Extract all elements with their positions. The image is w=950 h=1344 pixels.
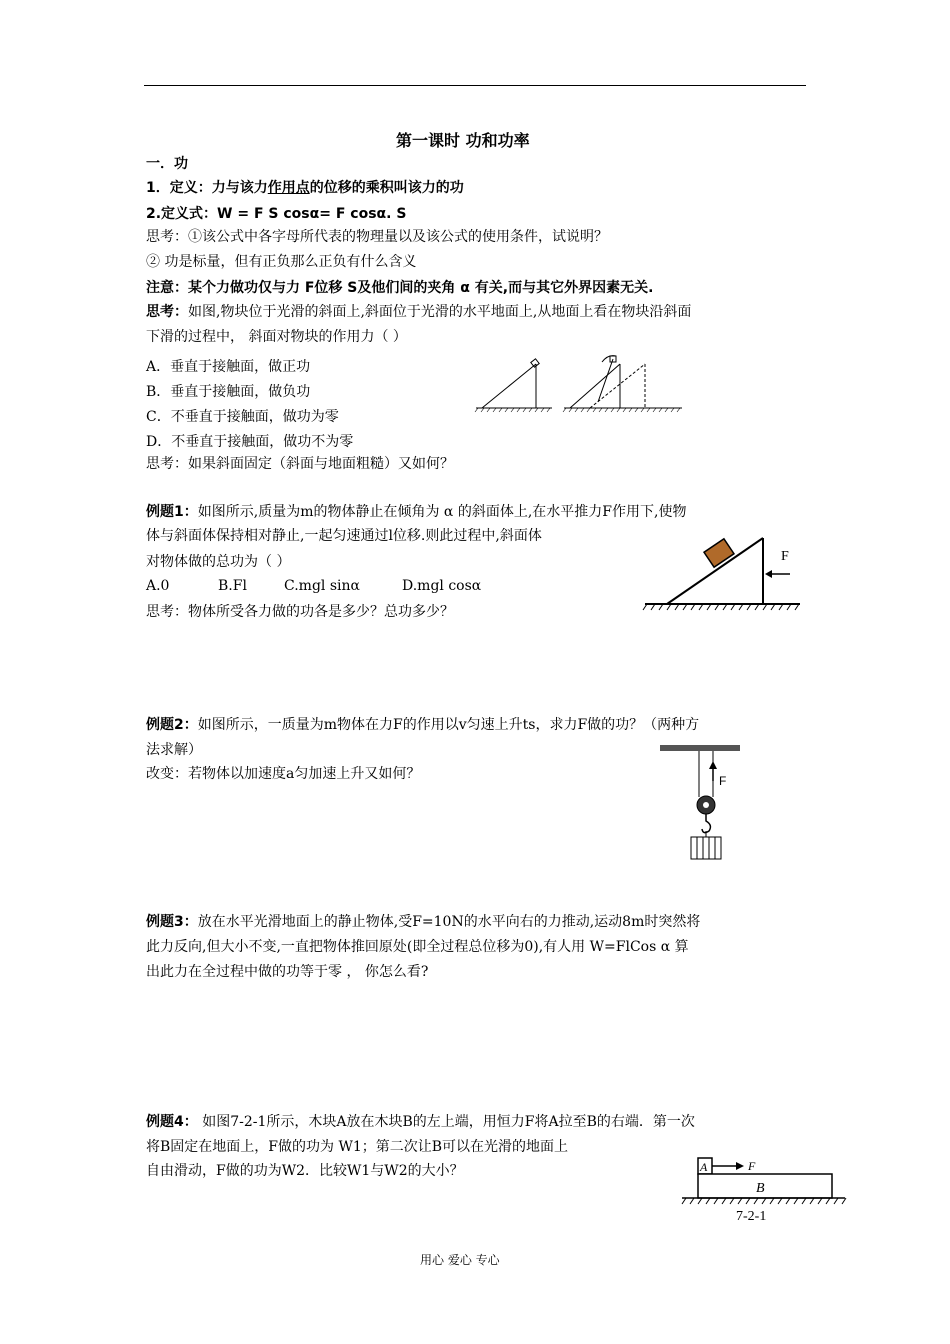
ex1-text: 如图所示,质量为m的物体静止在倾角为 α 的斜面体上,在水平推力F作用下,使物 — [197, 504, 687, 520]
q0-option-a: A．垂直于接触面，做正功 — [146, 359, 311, 375]
ex4-line2: 将B固定在地面上，F做的功为 W1；第二次让B可以在光滑的地面上 — [146, 1139, 569, 1155]
note-text: 某个力做功仅与力 F位移 S及他们间的夹角 α 有关,而与其它外界因素无关. — [188, 280, 654, 296]
fig-caption: 7-2-1 — [736, 1209, 767, 1224]
fig-block-b-label: B — [756, 1181, 765, 1196]
section-heading: 一．功 — [146, 156, 188, 172]
ex1-option-b: B.Fl — [218, 578, 247, 594]
ex2-text: 如图所示，一质量为m物体在力F的作用以v匀速上升ts，求力F做的功？（两种方 — [197, 717, 700, 733]
ex1-think: 思考：物体所受各力做的功各是多少？总功多少？ — [146, 604, 454, 620]
def1-suffix: 的位移的乘积叫该力的功 — [309, 180, 464, 196]
ex4-line3: 自由滑动，F做的功为W2．比较W1与W2的大小？ — [146, 1163, 464, 1179]
pulley-figure — [655, 745, 745, 863]
ex3-line2: 此力反向,但大小不变,一直把物体推回原处(即全过程总位移为0),有人用 W=FlCos α 算 — [146, 939, 689, 955]
think-2: ② 功是标量，但有正负那么正负有什么含义 — [146, 254, 417, 270]
ex4-label: 例题4： — [146, 1114, 198, 1130]
note — [146, 277, 653, 297]
ex2-line3: 改变：若物体以加速度a匀加速上升又如何？ — [146, 766, 421, 782]
q0-line1 — [146, 303, 691, 321]
ex2-line2: 法求解） — [146, 742, 202, 758]
ex1-line2: 体与斜面体保持相对静止,一起匀速通过l位移.则此过程中,斜面体 — [146, 528, 542, 544]
def1-prefix: 1．定义：力与该力 — [146, 180, 268, 196]
ex2-line1 — [146, 716, 699, 734]
incline-figure — [470, 350, 690, 420]
ex1-line1 — [146, 503, 686, 521]
q0-option-b: B．垂直于接触面，做负功 — [146, 384, 311, 400]
definition-1 — [146, 177, 464, 197]
blocks-figure — [680, 1152, 850, 1226]
fig-block-a-label: A — [700, 1160, 708, 1174]
ex1-option-a: A.0 — [146, 578, 170, 594]
fig-force-label: F — [748, 1159, 756, 1173]
ex4-text: 如图7-2-1所示，木块A放在木块B的左上端，用恒力F将A拉至B的右端．第一次 — [197, 1114, 695, 1130]
note-label: 注意： — [146, 280, 188, 296]
definition-2: 2.定义式：W = F S cosα= F cosα. S — [146, 206, 407, 222]
ex1-force-label: F — [781, 549, 789, 564]
q0-follow: 思考：如果斜面固定（斜面与地面粗糙）又如何？ — [146, 456, 454, 472]
def1-underlined: 作用点 — [267, 180, 310, 196]
ex3-line1 — [146, 913, 700, 931]
ex1-label: 例题1： — [146, 504, 198, 520]
ex2-label: 例题2： — [146, 717, 198, 733]
ex2-force-label: F — [719, 774, 727, 788]
ex1-option-d: D.mgl cosα — [402, 578, 482, 594]
q0-text: 如图,物块位于光滑的斜面上,斜面位于光滑的水平地面上,从地面上看在物块沿斜面 — [188, 304, 692, 320]
q0-option-c: C．不垂直于接触面，做功为零 — [146, 409, 339, 425]
ex1-line3: 对物体做的总功为（ ） — [146, 554, 291, 570]
ex1-option-c: C.mgl sinα — [284, 578, 360, 594]
header-rule — [144, 85, 806, 86]
page-footer: 用心 爱心 专心 — [420, 1253, 500, 1267]
ex3-text: 放在水平光滑地面上的静止物体,受F=10N的水平向右的力推动,运动8m时突然将 — [197, 914, 701, 930]
page-title: 第一课时 功和功率 — [396, 131, 530, 150]
q0-line2: 下滑的过程中， 斜面对物块的作用力（ ） — [146, 329, 407, 345]
ex4-line1 — [146, 1113, 695, 1131]
think-1: 思考：①该公式中各字母所代表的物理量以及该公式的使用条件，试说明？ — [146, 229, 608, 245]
ex1-options — [146, 577, 481, 595]
ex3-line3: 出此力在全过程中做的功等于零 ， 你怎么看? — [146, 964, 429, 980]
q0-label: 思考： — [146, 304, 188, 320]
ex3-label: 例题3： — [146, 914, 198, 930]
ex1-incline-figure — [645, 530, 805, 615]
q0-option-d: D．不垂直于接触面，做功不为零 — [146, 434, 354, 450]
